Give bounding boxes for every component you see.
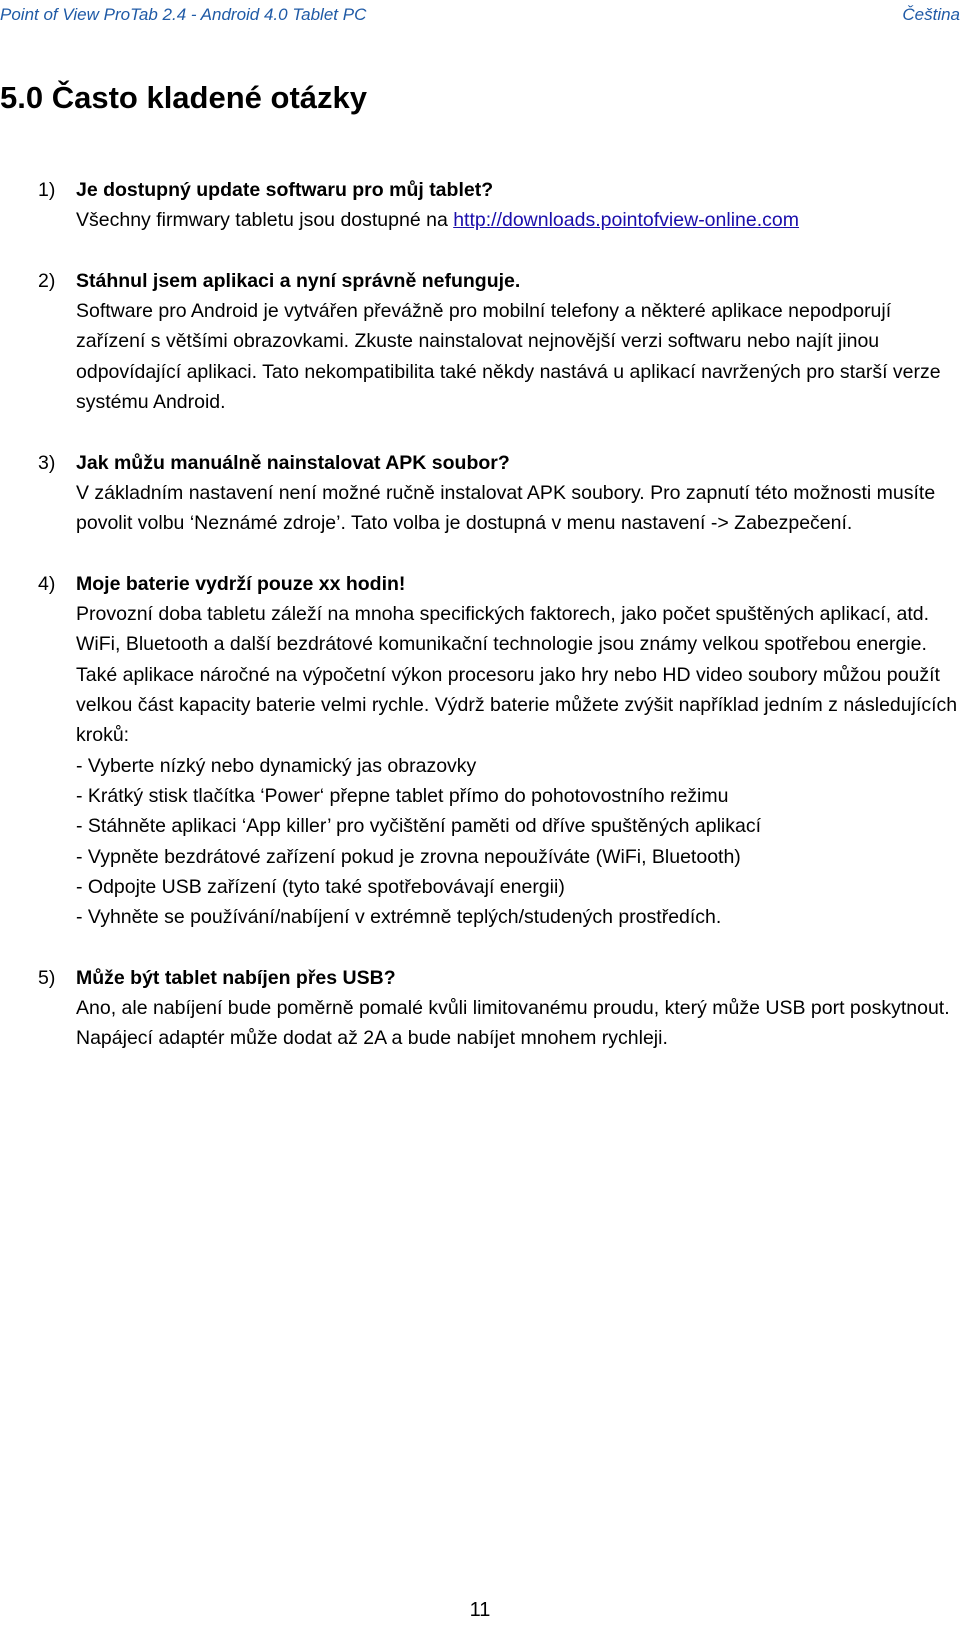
running-header-language: Čeština [902,5,960,24]
faq-item-4 [38,569,960,933]
faq-item-5 [38,963,960,1054]
battery-tip: - Krátký stisk tlačítka ‘Power‘ přepne tablet přímo do pohotovostního režimu [76,784,729,807]
faq-question: Moje baterie vydrží pouze xx hodin! [76,572,406,595]
faq-item-3 [38,448,960,539]
faq-question: Je dostupný update softwaru pro můj tablet? [76,179,494,201]
battery-tip: - Vyhněte se používání/nabíjení v extrémně teplých/studených prostředích. [76,906,722,929]
faq-number: 5) [38,966,56,989]
running-header-title: Point of View ProTab 2.4 - Android 4.0 Tablet PC [0,5,367,24]
downloads-link[interactable]: http://downloads.pointofview-online.com [453,209,799,232]
page-number: 11 [469,1599,491,1621]
faq-answer: Provozní doba tabletu záleží na mnoha specifických faktorech, jako počet spuštěných aplikací, atd. WiFi, Bluetooth a další bezdrátové komunikační technologie jsou známy velkou spotřebou energie. Také aplikace náročné na výpočetní výkon procesoru jako hry nebo HD video soubory můžou použít velkou část kapacity baterie velmi rychle. Výdrž baterie můžete zvýšit například jedním z následujících kroků: [76,603,958,747]
section-title: 5.0 Často kladené otázky [0,80,367,115]
faq-number: 4) [38,572,56,595]
faq-answer: Ano, ale nabíjení bude poměrně pomalé kvůli limitovanému proudu, který může USB port poskytnout. Napájecí adaptér může dodat až 2A a bude nabíjet mnohem rychleji. [76,997,950,1050]
faq-answer [76,205,960,235]
faq-answer: Software pro Android je vytvářen převážně pro mobilní telefony a některé aplikace nepodporují zařízení s většími obrazovkami. Zkuste nainstalovat nejnovější verzi softwaru nebo najít jinou odpovídající aplikaci. Tato nekompatibilita také někdy nastává u aplikací navržených pro starší verze systému Android. [76,300,941,414]
faq-question: Může být tablet nabíjen přes USB? [76,966,396,989]
battery-tip: - Odpojte USB zařízení (tyto také spotřebovávají energii) [76,875,565,898]
battery-tip: - Stáhněte aplikaci ‘App killer’ pro vyčištění paměti od dříve spuštěných aplikací [76,815,762,838]
faq-number: 1) [38,179,56,201]
faq-answer-text: Všechny firmwary tabletu jsou dostupné na [76,209,454,232]
faq-number: 3) [38,451,56,474]
battery-tip: - Vyberte nízký nebo dynamický jas obrazovky [76,754,477,777]
faq-question: Jak můžu manuálně nainstalovat APK soubor? [76,451,510,474]
faq-question: Stáhnul jsem aplikaci a nyní správně nefunguje. [76,269,521,292]
faq-answer: V základním nastavení není možné ručně instalovat APK soubory. Pro zapnutí této možnosti musíte povolit volbu ‘Neznámé zdroje’. Tato volba je dostupná v menu nastavení -> Zabezpečení. [76,481,936,535]
faq-list [38,175,960,1054]
faq-item-1 [38,175,960,236]
faq-number: 2) [38,269,56,292]
faq-item-2 [38,266,960,417]
battery-tip: - Vypněte bezdrátové zařízení pokud je zrovna nepoužíváte (WiFi, Bluetooth) [76,845,741,868]
